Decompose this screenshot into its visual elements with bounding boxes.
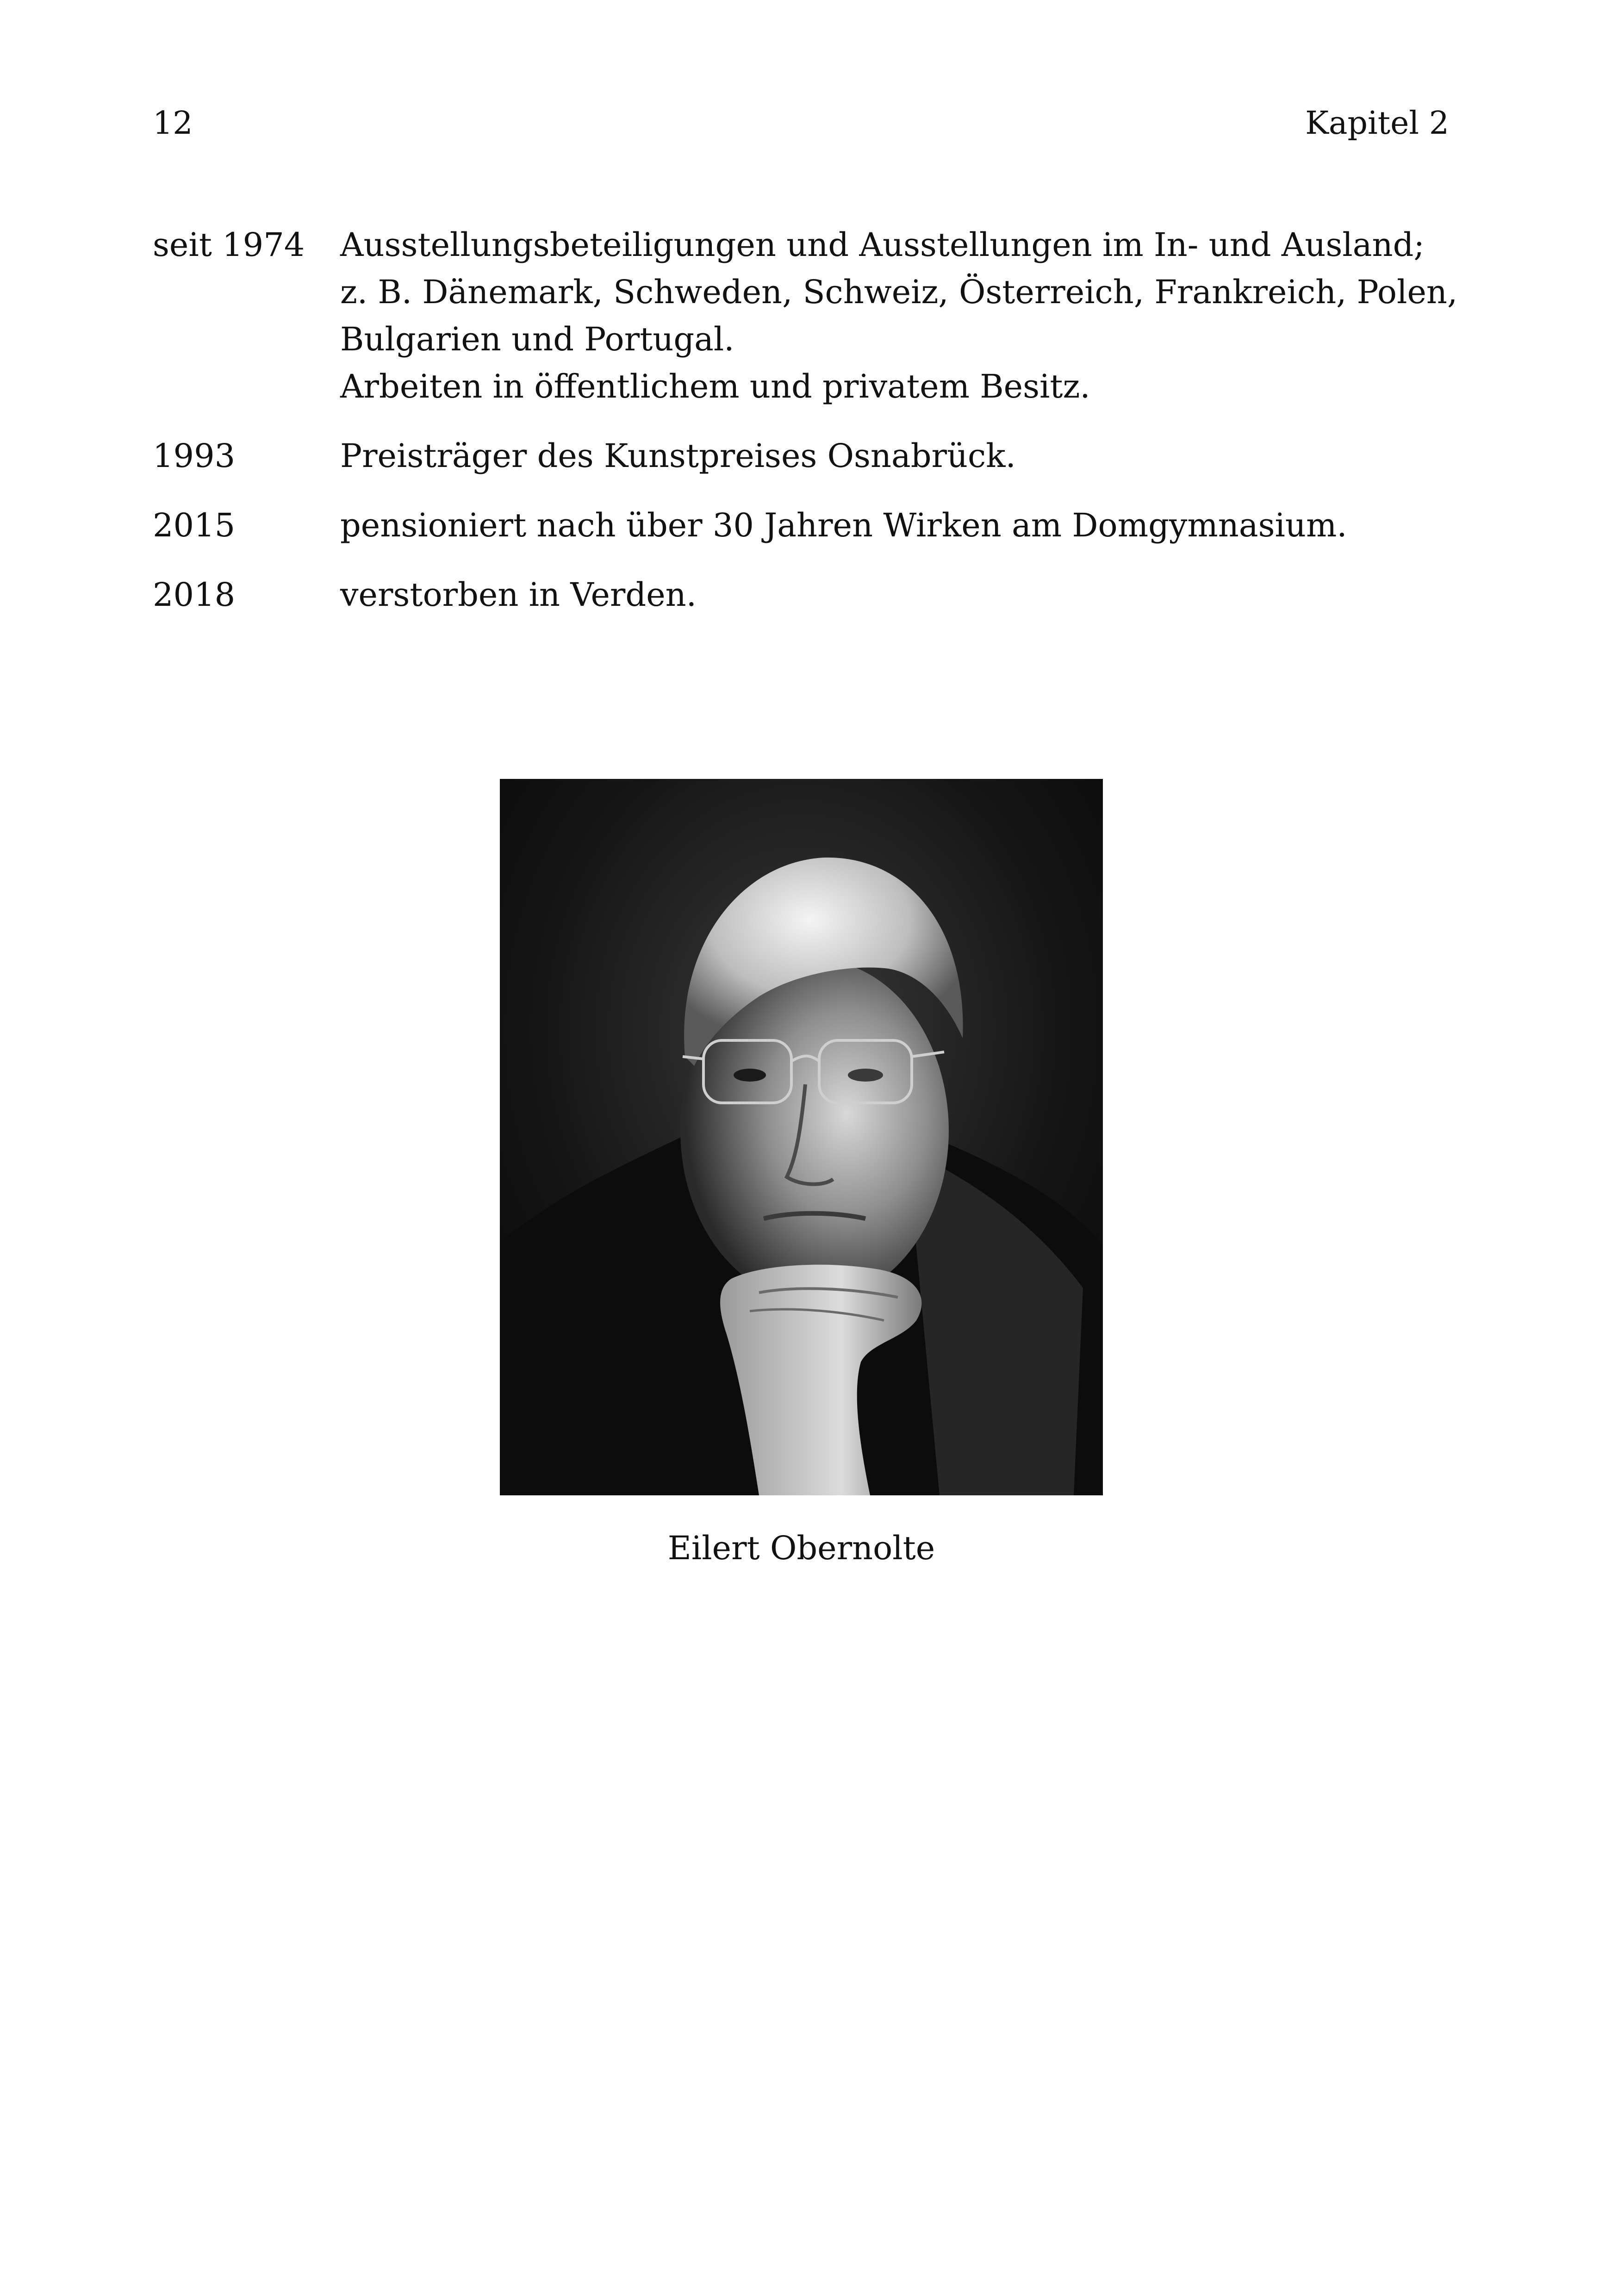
- cv-line: Arbeiten in öffentlichem und privatem Besitz.: [340, 367, 1090, 405]
- portrait-illustration: [500, 779, 1103, 1495]
- cv-list: [153, 221, 1458, 641]
- cv-line: Bulgarien und Portugal.: [340, 320, 734, 358]
- page-number: 12: [153, 105, 193, 142]
- cv-description: [340, 502, 1458, 549]
- cv-description: [340, 571, 1458, 618]
- figure-caption: Eilert Obernolte: [667, 1529, 935, 1567]
- cv-line: verstorben in Verden.: [340, 576, 697, 614]
- cv-line: pensioniert nach über 30 Jahren Wirken am Domgymnasium.: [340, 506, 1347, 544]
- cv-description: [340, 221, 1458, 410]
- cv-entry: [153, 571, 1458, 618]
- cv-year: 1993: [153, 437, 236, 475]
- cv-line: z. B. Dänemark, Schweden, Schweiz, Österreich, Frankreich, Polen,: [340, 273, 1458, 311]
- cv-year: seit 1974: [153, 226, 305, 264]
- page-header: [153, 103, 1449, 144]
- cv-line: Ausstellungsbeteiligungen und Ausstellungen im In- und Ausland;: [340, 226, 1425, 264]
- cv-entry: [153, 432, 1458, 479]
- cv-description: [340, 432, 1458, 479]
- cv-year: 2018: [153, 576, 236, 614]
- cv-entry: [153, 221, 1458, 410]
- portrait-photo: [500, 779, 1103, 1495]
- cv-line: Preisträger des Kunstpreises Osnabrück.: [340, 437, 1016, 475]
- cv-year: 2015: [153, 506, 236, 544]
- chapter-title: Kapitel 2: [1305, 105, 1449, 142]
- cv-entry: [153, 502, 1458, 549]
